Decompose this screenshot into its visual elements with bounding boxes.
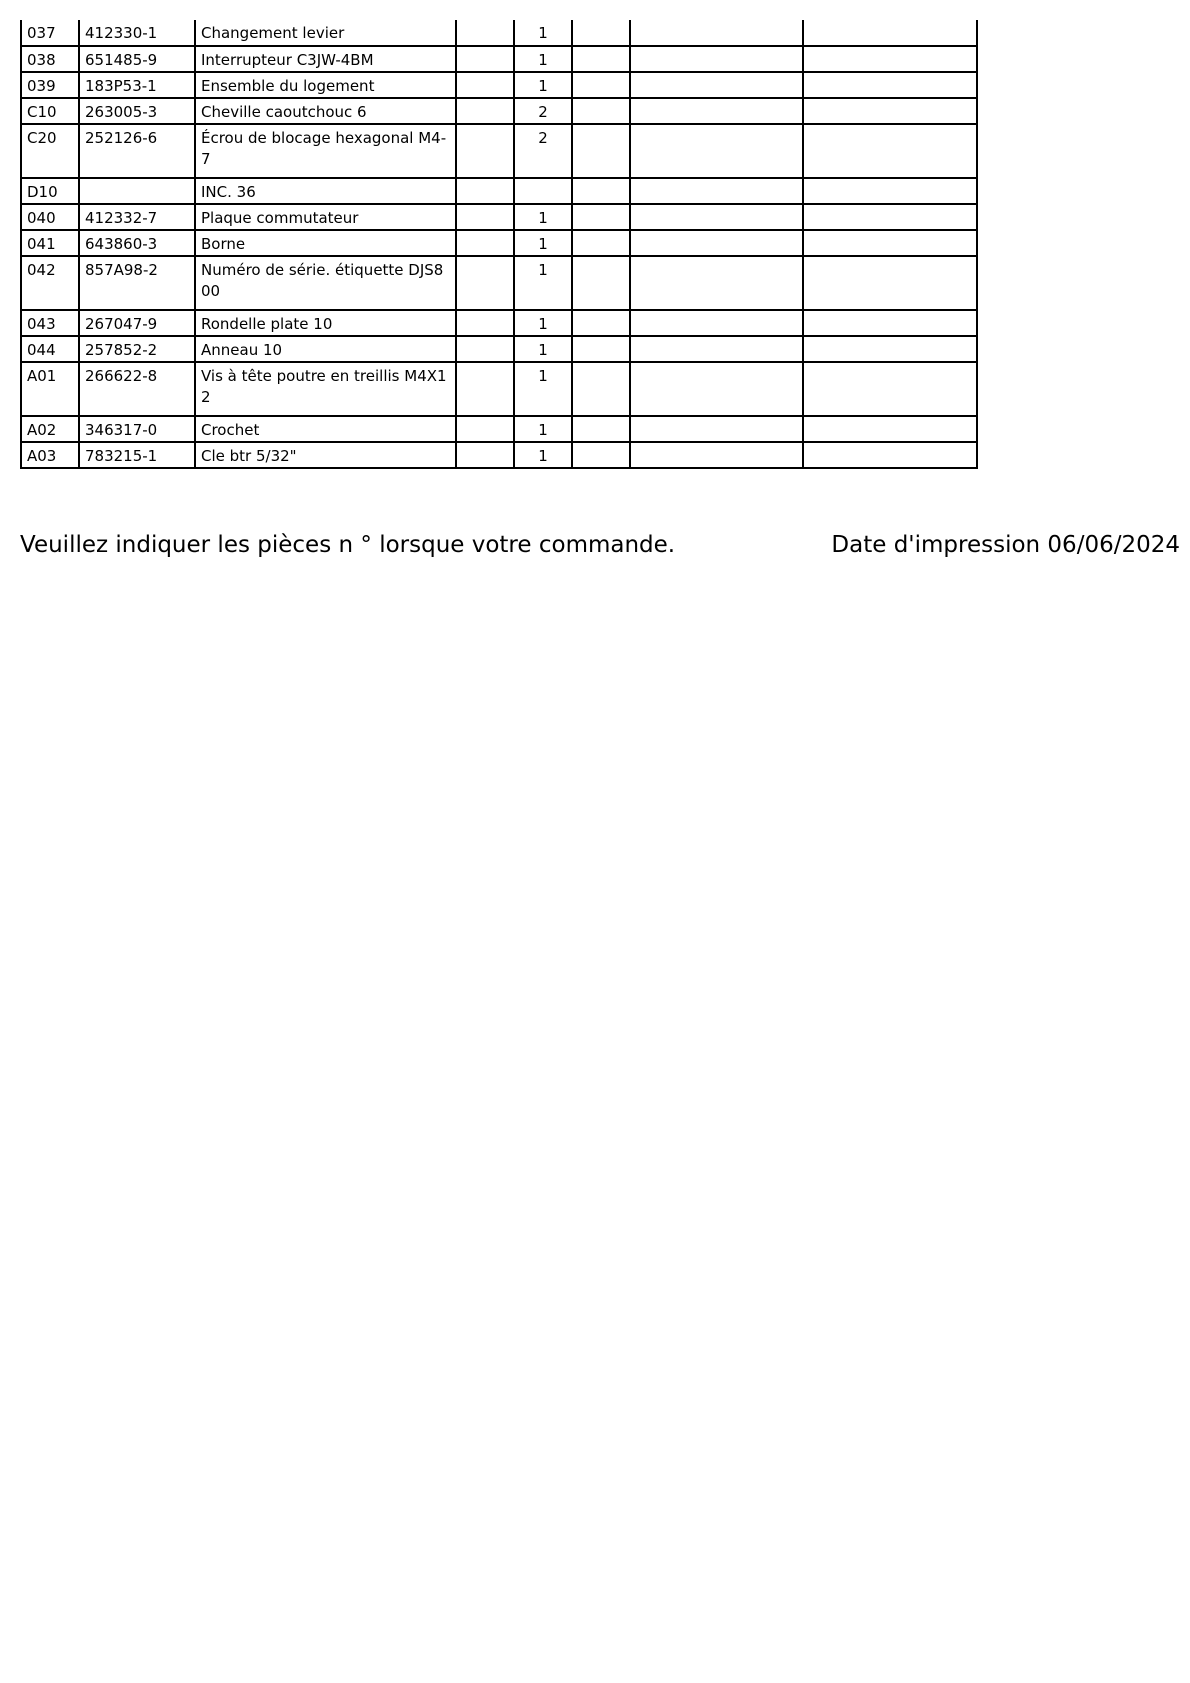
print-date: Date d'impression 06/06/2024 <box>831 532 1180 558</box>
order-instruction-note: Veuillez indiquer les pièces n ° lorsque votre commande. <box>20 532 676 558</box>
empty-cell <box>456 46 514 72</box>
table-row <box>21 20 977 46</box>
empty-cell <box>572 362 630 416</box>
description-cell: INC. 36 <box>195 178 456 204</box>
part-number-cell: 783215-1 <box>79 442 195 468</box>
table-row <box>21 178 977 204</box>
quantity-cell: 1 <box>514 310 572 336</box>
description-cell: Vis à tête poutre en treillis M4X12 <box>195 362 456 416</box>
item-number-cell: 041 <box>21 230 79 256</box>
empty-cell <box>456 442 514 468</box>
parts-table-body <box>21 20 977 468</box>
empty-cell <box>803 336 977 362</box>
part-number-cell: 346317-0 <box>79 416 195 442</box>
part-number-cell: 263005-3 <box>79 98 195 124</box>
empty-cell <box>456 98 514 124</box>
table-row <box>21 416 977 442</box>
empty-cell <box>630 46 803 72</box>
empty-cell <box>803 72 977 98</box>
part-number-cell: 412330-1 <box>79 20 195 46</box>
empty-cell <box>456 336 514 362</box>
item-number-cell: C10 <box>21 98 79 124</box>
part-number-cell: 252126-6 <box>79 124 195 178</box>
empty-cell <box>630 442 803 468</box>
empty-cell <box>803 124 977 178</box>
quantity-cell <box>514 178 572 204</box>
part-number-cell: 266622-8 <box>79 362 195 416</box>
empty-cell <box>572 46 630 72</box>
empty-cell <box>630 336 803 362</box>
table-row <box>21 230 977 256</box>
description-cell: Borne <box>195 230 456 256</box>
empty-cell <box>456 124 514 178</box>
item-number-cell: 042 <box>21 256 79 310</box>
parts-table <box>20 20 978 469</box>
item-number-cell: 040 <box>21 204 79 230</box>
quantity-cell: 1 <box>514 46 572 72</box>
description-cell: Ensemble du logement <box>195 72 456 98</box>
description-cell: Crochet <box>195 416 456 442</box>
table-row <box>21 310 977 336</box>
empty-cell <box>572 256 630 310</box>
empty-cell <box>572 178 630 204</box>
item-number-cell: 038 <box>21 46 79 72</box>
empty-cell <box>803 204 977 230</box>
empty-cell <box>572 124 630 178</box>
quantity-cell: 1 <box>514 416 572 442</box>
empty-cell <box>630 72 803 98</box>
empty-cell <box>803 98 977 124</box>
part-number-cell: 651485-9 <box>79 46 195 72</box>
empty-cell <box>803 442 977 468</box>
empty-cell <box>572 336 630 362</box>
quantity-cell: 1 <box>514 442 572 468</box>
description-cell: Cle btr 5/32" <box>195 442 456 468</box>
empty-cell <box>803 256 977 310</box>
empty-cell <box>803 46 977 72</box>
table-row <box>21 362 977 416</box>
quantity-cell: 1 <box>514 362 572 416</box>
quantity-cell: 1 <box>514 20 572 46</box>
empty-cell <box>630 230 803 256</box>
empty-cell <box>803 310 977 336</box>
quantity-cell: 1 <box>514 336 572 362</box>
empty-cell <box>456 362 514 416</box>
description-cell: Numéro de série. étiquette DJS800 <box>195 256 456 310</box>
empty-cell <box>572 98 630 124</box>
item-number-cell: A01 <box>21 362 79 416</box>
table-row <box>21 204 977 230</box>
item-number-cell: 037 <box>21 20 79 46</box>
empty-cell <box>456 178 514 204</box>
quantity-cell: 2 <box>514 98 572 124</box>
part-number-cell <box>79 178 195 204</box>
empty-cell <box>630 256 803 310</box>
empty-cell <box>456 204 514 230</box>
part-number-cell: 183P53-1 <box>79 72 195 98</box>
empty-cell <box>572 442 630 468</box>
item-number-cell: 039 <box>21 72 79 98</box>
item-number-cell: C20 <box>21 124 79 178</box>
table-row <box>21 46 977 72</box>
quantity-cell: 1 <box>514 72 572 98</box>
table-row <box>21 442 977 468</box>
item-number-cell: 044 <box>21 336 79 362</box>
description-cell: Anneau 10 <box>195 336 456 362</box>
empty-cell <box>803 178 977 204</box>
table-row <box>21 336 977 362</box>
description-cell: Cheville caoutchouc 6 <box>195 98 456 124</box>
item-number-cell: A03 <box>21 442 79 468</box>
table-row <box>21 256 977 310</box>
empty-cell <box>630 204 803 230</box>
quantity-cell: 1 <box>514 204 572 230</box>
empty-cell <box>572 20 630 46</box>
item-number-cell: 043 <box>21 310 79 336</box>
empty-cell <box>572 416 630 442</box>
empty-cell <box>630 178 803 204</box>
part-number-cell: 643860-3 <box>79 230 195 256</box>
table-row <box>21 98 977 124</box>
empty-cell <box>630 416 803 442</box>
empty-cell <box>456 310 514 336</box>
empty-cell <box>572 204 630 230</box>
quantity-cell: 1 <box>514 230 572 256</box>
empty-cell <box>572 72 630 98</box>
empty-cell <box>630 362 803 416</box>
description-cell: Interrupteur C3JW-4BM <box>195 46 456 72</box>
empty-cell <box>630 124 803 178</box>
empty-cell <box>456 72 514 98</box>
part-number-cell: 857A98-2 <box>79 256 195 310</box>
part-number-cell: 412332-7 <box>79 204 195 230</box>
part-number-cell: 267047-9 <box>79 310 195 336</box>
description-cell: Rondelle plate 10 <box>195 310 456 336</box>
table-row <box>21 124 977 178</box>
description-cell: Changement levier <box>195 20 456 46</box>
table-row <box>21 72 977 98</box>
empty-cell <box>456 416 514 442</box>
quantity-cell: 1 <box>514 256 572 310</box>
empty-cell <box>572 310 630 336</box>
empty-cell <box>630 98 803 124</box>
description-cell: Écrou de blocage hexagonal M4-7 <box>195 124 456 178</box>
empty-cell <box>630 310 803 336</box>
part-number-cell: 257852-2 <box>79 336 195 362</box>
description-cell: Plaque commutateur <box>195 204 456 230</box>
empty-cell <box>456 230 514 256</box>
empty-cell <box>630 20 803 46</box>
quantity-cell: 2 <box>514 124 572 178</box>
empty-cell <box>803 416 977 442</box>
empty-cell <box>456 256 514 310</box>
empty-cell <box>456 20 514 46</box>
empty-cell <box>572 230 630 256</box>
empty-cell <box>803 20 977 46</box>
item-number-cell: D10 <box>21 178 79 204</box>
empty-cell <box>803 230 977 256</box>
empty-cell <box>803 362 977 416</box>
item-number-cell: A02 <box>21 416 79 442</box>
